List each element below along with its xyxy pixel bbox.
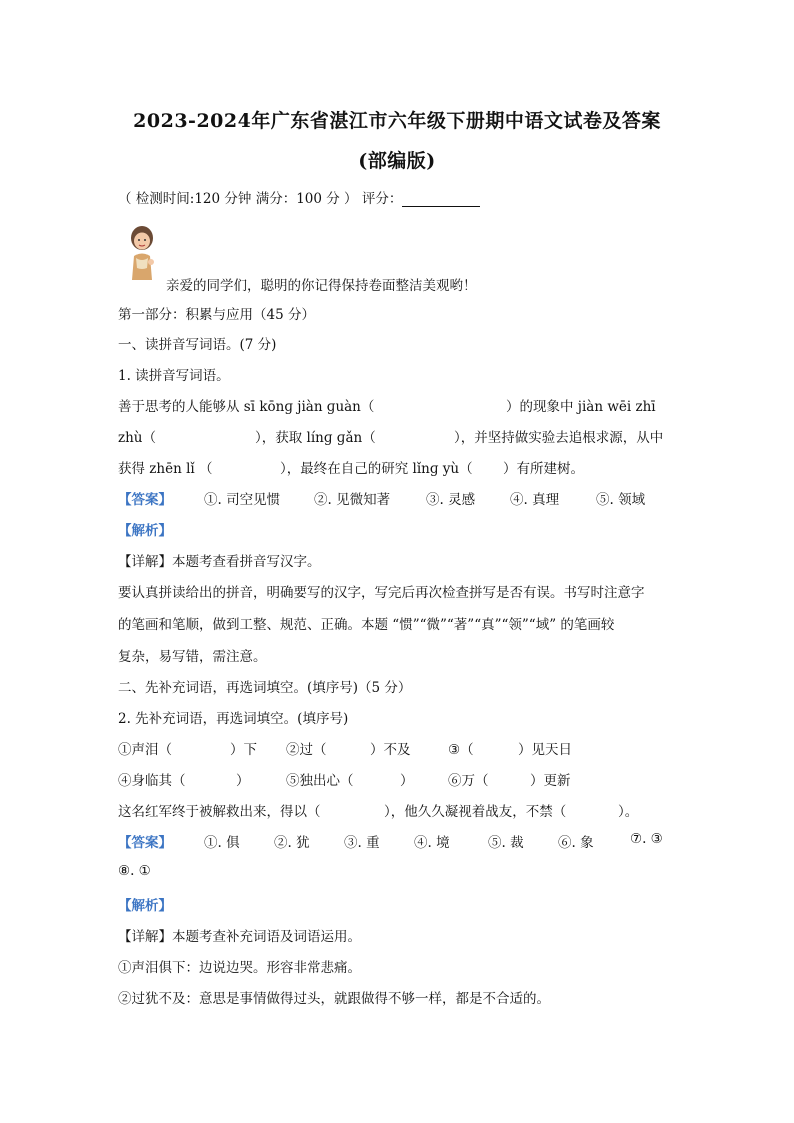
exam-meta: （ 检测时间:120 分钟 满分：100 分 ） 评分： xyxy=(118,187,480,207)
exam-page: 2023-2024年广东省湛江市六年级下册期中语文试卷及答案 (部编版) （ 检测时间:120 分钟 满分：100 分 ） 评分： 亲爱的同学们，聪明的你记得保持卷面整洁美观哟！ 第一部分：积累与应用（45 分） 一、读拼音写词语。(7 分) 1. 读拼音写词语。 善于思考的人能够从 sī kōnɡ jiàn ɡuàn（ ）的现象中 jiàn wēi zhī zhù（ ），获取 línɡ ɡǎn（ ），并坚持做实验去追根求源，从中 获得 zhēn lǐ （ ），最终在自己的研究 lǐnɡ yù（ ）有所建树。 【答案】 ①. 司空见惯 ②. 见微知著 ③. 灵感 ④. 真理 ⑤. 领域 【解析】 【详解】本题考查看拼音写汉字。 要认真拼读给出的拼音，明确要写的汉字，写完后再次检查拼写是否有误。书写时注意字 的笔画和笔顺，做到工整、规范、正确。本题 “惯”“微”“著”“真”“领”“域” 的笔画较 复杂，易写错，需注意。 二、先补充词语，再选词填空。(填序号)（5 分） 2. 先补充词语，再选词填空。(填序号) ①声泪（ ）下 ②过（ ）不及 ③（ ）见天日 ④身临其（ ） ⑤独出心（ ） ⑥万（ ）更新 这名红军终于被解救出来，得以（ ），他久久凝视着战友，不禁（ ）。 【答案】 ①. 俱 ②. 犹 ③. 重 ④. 境 ⑤. 裁 ⑥. 象 ⑦. ③ ⑧. ① 【解析】 【详解】本题考查补充词语及词语运用。 ①声泪俱下：边说边哭。形容非常悲痛。 ②过犹不及：意思是事情做得过头，就跟做得不够一样，都是不合适的。 xyxy=(0,0,794,1123)
answer-item: ④. 真理 xyxy=(510,492,560,508)
part-heading: 第一部分：积累与应用（45 分） xyxy=(118,307,315,323)
answer-item: ⑦. ③ xyxy=(630,831,663,847)
answer-item: ②. 犹 xyxy=(274,835,310,851)
answer-item: ⑥. 象 xyxy=(558,835,594,851)
answer-label: 【答案】 xyxy=(118,492,172,508)
explanation-paragraph: 的笔画和笔顺，做到工整、规范、正确。本题 “惯”“微”“著”“真”“领”“域” 的笔画较 xyxy=(118,617,615,633)
greeting-text: 亲爱的同学们，聪明的你记得保持卷面整洁美观哟！ xyxy=(166,278,477,294)
section1-heading: 一、读拼音写词语。(7 分) xyxy=(118,337,277,353)
answer-item: ⑤. 裁 xyxy=(488,835,524,851)
section2-heading: 二、先补充词语，再选词填空。(填序号)（5 分） xyxy=(118,680,412,696)
answer-label: 【答案】 xyxy=(118,835,172,851)
answer-item: ③. 灵感 xyxy=(426,492,476,508)
exam-subtitle: (部编版) xyxy=(358,150,436,172)
answer-item: ②. 见微知著 xyxy=(314,492,391,508)
analysis-label: 【解析】 xyxy=(118,898,172,914)
detail-text: 【详解】本题考查补充词语及词语运用。 xyxy=(118,929,361,945)
answer-item: ④. 境 xyxy=(414,835,450,851)
explanation-paragraph: 要认真拼读给出的拼音，明确要写的汉字，写完后再次检查拼写是否有误。书写时注意字 xyxy=(118,585,645,601)
score-blank[interactable] xyxy=(402,192,480,207)
explanation-line: ②过犹不及：意思是事情做得过头，就跟做得不够一样，都是不合适的。 xyxy=(118,991,550,1007)
detail-text: 【详解】本题考查看拼音写汉字。 xyxy=(118,554,321,570)
analysis-label: 【解析】 xyxy=(118,523,172,539)
answer-item: ③. 重 xyxy=(344,835,380,851)
explanation-paragraph: 复杂，易写错，需注意。 xyxy=(118,649,267,665)
explanation-line: ①声泪俱下：边说边哭。形容非常悲痛。 xyxy=(118,960,361,976)
answer-item: ⑧. ① xyxy=(118,863,151,879)
answer-item: ①. 司空见惯 xyxy=(204,492,281,508)
question2-title: 2. 先补充词语，再选词填空。(填序号) xyxy=(118,711,349,727)
answer-item: ①. 俱 xyxy=(204,835,240,851)
student-cartoon-icon xyxy=(124,224,160,280)
answer-item: ⑤. 领域 xyxy=(596,492,646,508)
exam-title: 2023-2024年广东省湛江市六年级下册期中语文试卷及答案 xyxy=(133,110,661,132)
question1-title: 1. 读拼音写词语。 xyxy=(118,368,230,384)
